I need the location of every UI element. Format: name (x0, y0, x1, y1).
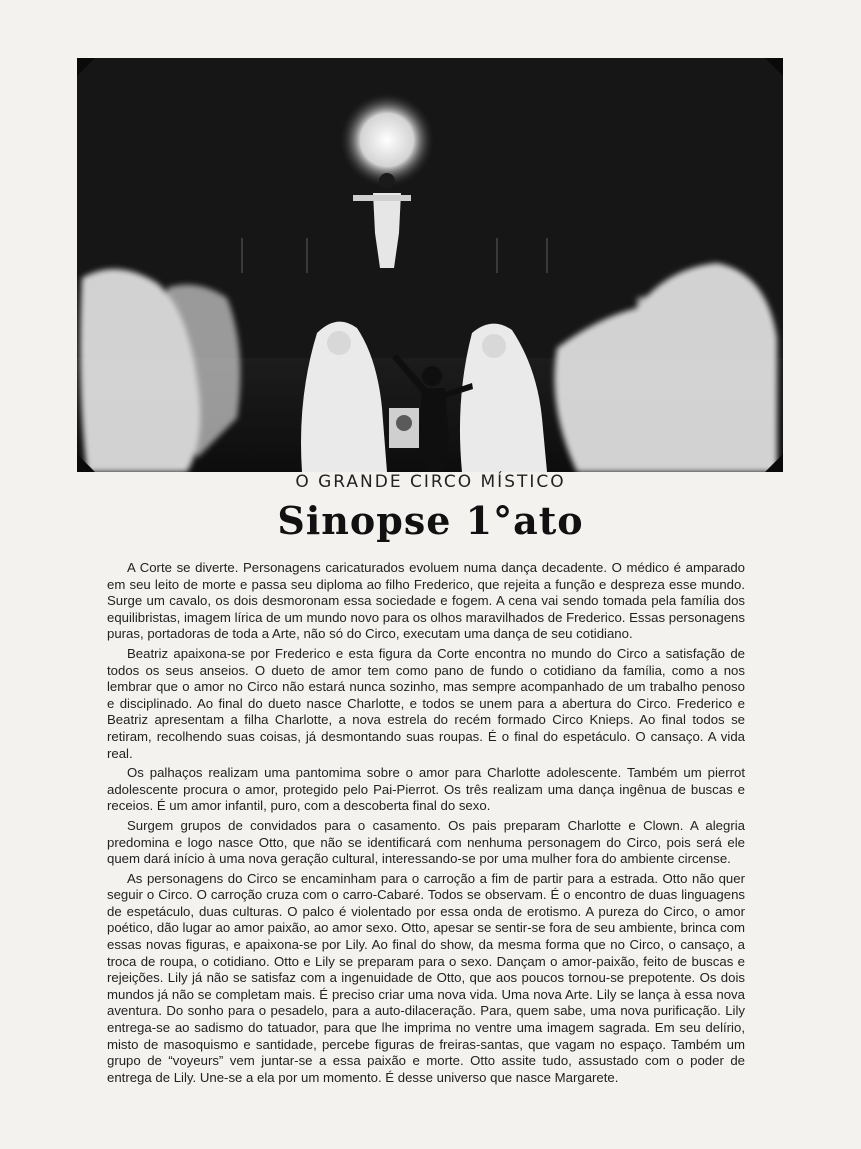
synopsis-text (107, 560, 745, 1089)
paragraph: A Corte se diverte. Personagens caricaturados evoluem numa dança decadente. O médico é amparado em seu leito de morte e passa seu diploma ao filho Frederico, que rejeita a função e despreza esse mundo. Surge um cavalo, os dois desmoronam essa sociedade e fogem. A cena vai sendo tomada pela família dos equilibristas, imagem lírica de um mundo novo para os olhos maravilhados de Frederico. Essas personagens puras, portadoras de toda a Arte, não só do Circo, executam uma dança de seu cotidiano. (107, 560, 745, 642)
photo-caption: O GRANDE CIRCO MÍSTICO (295, 472, 566, 492)
paragraph: Beatriz apaixona-se por Frederico e esta figura da Corte encontra no mundo do Circo a satisfação de todos os seus anseios. O dueto de amor tem como pano de fundo o cotidiano da família, como a nos lembrar que o amor no Circo não estará nunca sozinho, mas sempre acompanhado de um trabalho penoso e disciplinado. Ao final do dueto nasce Charlotte, e todos se unem para a abertura do Circo. Frederico e Beatriz apresentam a filha Charlotte, a nova estrela do recém formado Circo Knieps. Ao final todos se retiram, recolhendo suas coisas, já desmontando suas roupas. É o final do espetáculo. O cansaço. A vida real. (107, 645, 745, 761)
stage-photo-illustration (77, 58, 783, 472)
paragraph: Os palhaços realizam uma pantomima sobre o amor para Charlotte adolescente. Também um pierrot adolescente procura o amor, protegido pelo Pai-Pierrot. Os três realizam uma dança ingênua de buscas e receios. É um amor infantil, puro, com a descoberta final do sexo. (107, 765, 745, 814)
stage-photo (77, 58, 783, 472)
paragraph: As personagens do Circo se encaminham para o carroção a fim de partir para a estrada. Otto não quer seguir o Circo. O carroção cruza com o carro-Cabaré. Todos se observam. É o encontro de duas linguagens de espetáculo, duas culturas. O palco é violentado por essa onda de erotismo. A pureza do Circo, o amor poético, dão lugar ao amor paixão, ao amor sexo. Otto, apesar se sentir-se fora de seu ambiente, brinca com essas novas figuras, e apaixona-se por Lily. Ao final do show, da mesma forma que no Circo, o cansaço, a troca de roupa, o cotidiano. Otto e Lily se preparam para o sexo. Dançam o amor-paixão, feito de buscas e rejeições. Lily já não se satisfaz com a ingenuidade de Otto, que aos poucos tornou-se prepotente. Os dois mundos já não se completam mais. É preciso criar uma nova vida. Uma nova Arte. Lily se lança à essa nova aventura. Do sonho para o pesadelo, para a auto-dilaceração. Para, quem sabe, uma nova purificação. Lily entrega-se ao sadismo do tatuador, para que lhe imprima no ventre uma imagem sagrada. Em seu delírio, misto de masoquismo e santidade, percebe figuras de freiras-santas, que vagam no espaço. Também um grupo de “voyeurs” vem juntar-se a essa paixão e morte. Otto assite tudo, assustado com o poder de entrega de Lily. Une-se a ela por um momento. É desse universo que nasce Margarete. (107, 870, 745, 1085)
page-title: Sinopse 1°ato (277, 498, 584, 543)
paragraph: Surgem grupos de convidados para o casamento. Os pais preparam Charlotte e Clown. A alegria predomina e logo nasce Otto, que não se identificará com nenhuma personagem do Circo, pois será ele quem dará início à uma nova geração cultural, interessando-se por uma mulher fora do ambiente circense. (107, 817, 745, 867)
icon-panel (389, 408, 419, 448)
